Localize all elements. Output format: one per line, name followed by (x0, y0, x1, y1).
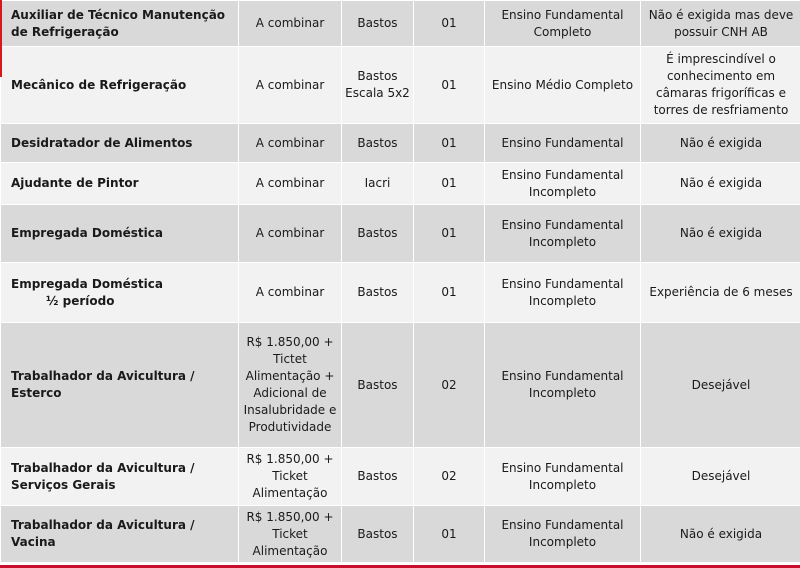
table-row (1, 124, 800, 163)
job-salary: A combinar (239, 1, 342, 47)
job-title: Mecânico de Refrigeração (1, 47, 239, 124)
job-vacancies: 01 (414, 205, 485, 263)
job-education: Ensino Fundamental Incompleto (485, 506, 641, 563)
job-location: Bastos (342, 263, 414, 323)
job-education: Ensino Fundamental Incompleto (485, 263, 641, 323)
job-salary: A combinar (239, 205, 342, 263)
job-title (1, 263, 239, 323)
job-education: Ensino Fundamental Incompleto (485, 205, 641, 263)
job-requirement: Desejável (641, 448, 800, 506)
job-vacancies: 01 (414, 263, 485, 323)
job-vacancies: 01 (414, 163, 485, 205)
job-location: Bastos (342, 124, 414, 163)
job-location: Bastos (342, 448, 414, 506)
job-location: Iacri (342, 163, 414, 205)
job-title: Auxiliar de Técnico Manutenção de Refrigeração (1, 1, 239, 47)
job-location: Bastos Escala 5x2 (342, 47, 414, 124)
job-vacancies: 02 (414, 448, 485, 506)
job-salary: A combinar (239, 47, 342, 124)
job-education: Ensino Fundamental (485, 124, 641, 163)
job-salary: A combinar (239, 263, 342, 323)
job-title: Trabalhador da Avicultura / Esterco (1, 323, 239, 448)
job-requirement: Não é exigida (641, 506, 800, 563)
table-row (1, 448, 800, 506)
job-requirement: Desejável (641, 323, 800, 448)
table-row (1, 263, 800, 323)
table-row (1, 323, 800, 448)
table-row (1, 1, 800, 47)
job-requirement: É imprescindível o conhecimento em câmaras frigoríficas e torres de resfriamento (641, 47, 800, 124)
job-title: Desidratador de Alimentos (1, 124, 239, 163)
job-education: Ensino Fundamental Incompleto (485, 323, 641, 448)
job-vacancies: 01 (414, 124, 485, 163)
job-salary: A combinar (239, 163, 342, 205)
job-education: Ensino Fundamental Incompleto (485, 163, 641, 205)
job-requirement: Não é exigida (641, 124, 800, 163)
job-salary: R$ 1.850,00 + Ticket Alimentação (239, 448, 342, 506)
job-title: Ajudante de Pintor (1, 163, 239, 205)
job-vacancies: 02 (414, 323, 485, 448)
job-vacancies: 01 (414, 506, 485, 563)
job-salary: A combinar (239, 124, 342, 163)
job-requirement: Não é exigida (641, 205, 800, 263)
job-location: Bastos (342, 506, 414, 563)
job-title: Trabalhador da Avicultura / Serviços Gerais (1, 448, 239, 506)
table-row (1, 47, 800, 124)
table-row (1, 205, 800, 263)
job-vacancies: 01 (414, 1, 485, 47)
job-requirement: Não é exigida mas deve possuir CNH AB (641, 1, 800, 47)
job-requirement: Não é exigida (641, 163, 800, 205)
table-row (1, 506, 800, 563)
job-title: Empregada Doméstica (1, 205, 239, 263)
job-requirement: Experiência de 6 meses (641, 263, 800, 323)
red-edge-accent (0, 0, 2, 77)
job-title-line2: ½ período (46, 293, 115, 308)
job-title-line1: Empregada Doméstica (11, 276, 163, 291)
job-location: Bastos (342, 205, 414, 263)
table-row (1, 163, 800, 205)
job-location: Bastos (342, 1, 414, 47)
job-salary: R$ 1.850,00 + Tictet Alimentação + Adicional de Insalubridade e Produtividade (239, 323, 342, 448)
job-location: Bastos (342, 323, 414, 448)
job-vacancies: 01 (414, 47, 485, 124)
job-education: Ensino Médio Completo (485, 47, 641, 124)
job-education: Ensino Fundamental Incompleto (485, 448, 641, 506)
job-education: Ensino Fundamental Completo (485, 1, 641, 47)
job-title: Trabalhador da Avicultura / Vacina (1, 506, 239, 563)
job-salary: R$ 1.850,00 + Ticket Alimentação (239, 506, 342, 563)
